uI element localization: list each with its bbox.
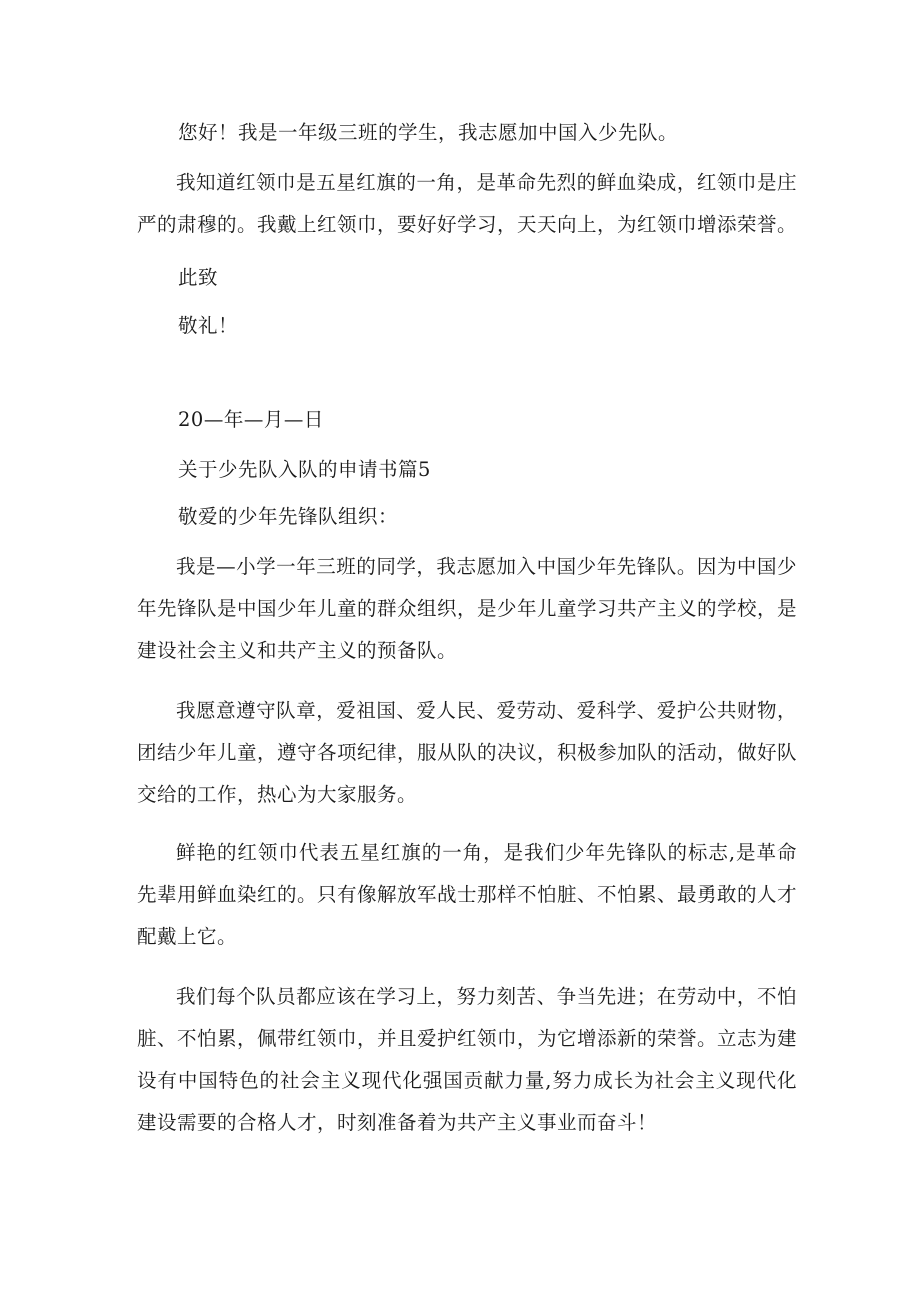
application-paragraph-4: 我们每个队员都应该在学习上，努力刻苦、争当先进；在劳动中，不怕脏、不怕累，佩带红领巾，并且爱护红领巾，为它增添新的荣誉。立志为建设有中国特色的社会主义现代化强国贡献力量,努力成长为社会主义现代化建设需要的合格人才，时刻准备着为共产主义事业而奋斗！ [137, 985, 798, 1134]
greeting-paragraph: 您好！我是一年级三班的学生，我志愿加中国入少先队。 [178, 121, 679, 144]
section-title: 关于少先队入队的申请书篇5 [178, 458, 431, 481]
application-paragraph-1: 我是—小学一年三班的同学，我志愿加入中国少年先锋队。因为中国少年先锋队是中国少年儿童的群众组织，是少年儿童学习共产主义的学校，是建设社会主义和共产主义的预备队。 [137, 555, 798, 662]
salutation-line: 敬爱的少年先锋队组织： [178, 505, 399, 528]
salute-line: 敬礼！ [178, 314, 239, 337]
application-paragraph-3: 鲜艳的红领巾代表五星红旗的一角，是我们少年先锋队的标志,是革命先辈用鲜血染红的。只有像解放军战士那样不怕脏、不怕累、最勇敢的人才配戴上它。 [137, 841, 798, 948]
closing-line: 此致 [178, 266, 219, 289]
body-paragraph: 我知道红领巾是五星红旗的一角，是革命先烈的鲜血染成，红领巾是庄严的肃穆的。我戴上红领巾，要好好学习，天天向上，为红领巾增添荣誉。 [137, 171, 798, 236]
date-line: 20—年—月—日 [178, 408, 324, 431]
application-paragraph-2: 我愿意遵守队章，爱祖国、爱人民、爱劳动、爱科学、爱护公共财物，团结少年儿童，遵守各项纪律，服从队的决议，积极参加队的活动，做好队交给的工作，热心为大家服务。 [137, 699, 798, 806]
